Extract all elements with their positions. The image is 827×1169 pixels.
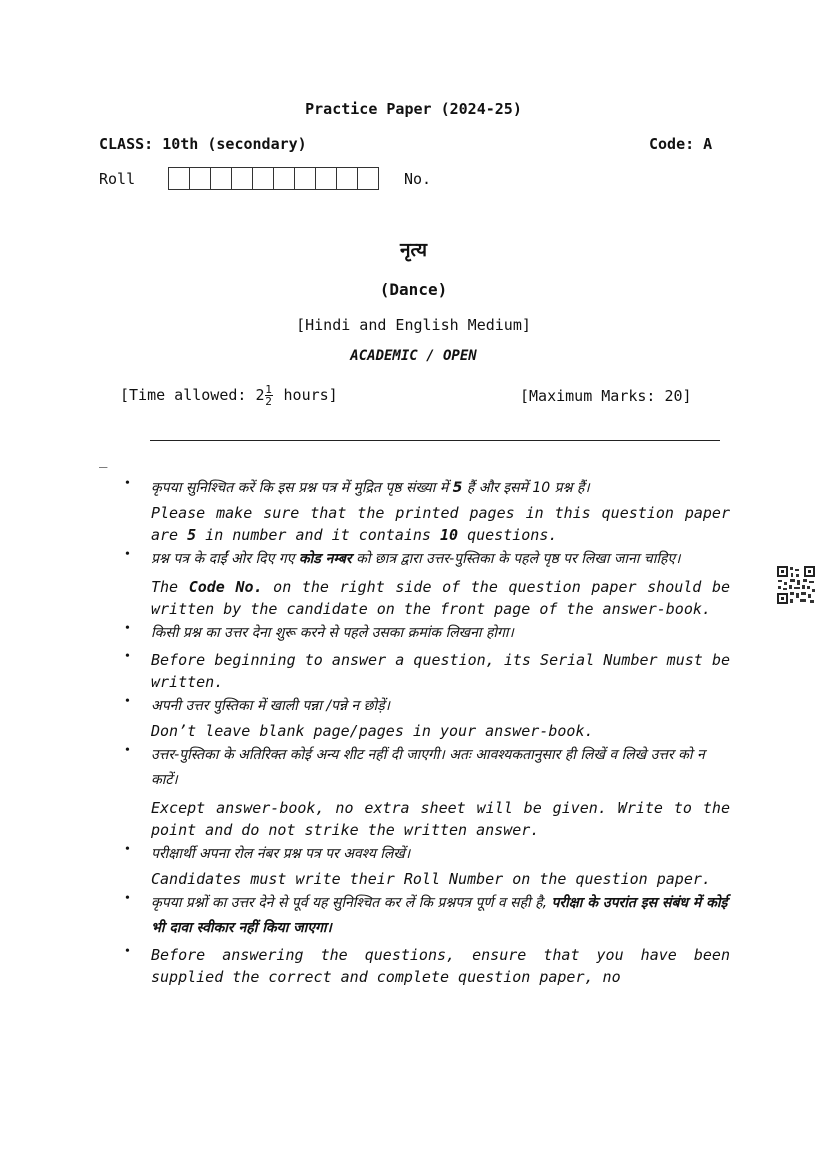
roll-digit-box[interactable] — [337, 168, 358, 189]
bullet: • — [125, 944, 130, 959]
instruction-hindi: परीक्षार्थी अपना रोल नंबर प्रश्न पत्र पर अवश्य लिखें। — [151, 846, 411, 862]
roll-label: Roll — [99, 170, 136, 188]
instruction-emphasis: कोड नम्बर — [298, 551, 352, 567]
instruction-text: कृपया सुनिश्चित करें कि इस प्रश्न पत्र में मुद्रित पृष्ठ संख्या में — [151, 480, 453, 496]
instruction-english: Before beginning to answer a question, its Serial Number must be written. — [151, 651, 730, 691]
instructions-list — [125, 476, 730, 989]
roll-digit-box[interactable] — [190, 168, 211, 189]
instruction-emphasis: परीक्षा के उपरांत इस संबंध में कोई भी दावा स्वीकार नहीं किया जाएगा। — [151, 895, 728, 936]
instruction-text: प्रश्न पत्र के दाईं ओर दिए गए — [151, 551, 299, 567]
class-label: CLASS: 10th (secondary) — [99, 135, 307, 153]
category-label: ACADEMIC / OPEN — [350, 348, 477, 364]
time-suffix: hours] — [274, 385, 338, 404]
bullet: • — [125, 476, 130, 491]
instruction-hindi: किसी प्रश्न का उत्तर देना शुरू करने से पहले उसका क्रमांक लिखना होगा। — [151, 625, 514, 641]
instruction-item — [125, 891, 730, 941]
instruction-hindi — [151, 547, 730, 572]
roll-digit-box[interactable] — [358, 168, 378, 189]
roll-digit-box[interactable] — [232, 168, 253, 189]
roll-number-boxes[interactable] — [168, 167, 379, 190]
instruction-text: कृपया प्रश्नों का उत्तर देने से पूर्व यह सुनिश्चित कर लें कि प्रश्नपत्र पूर्ण व सही है, — [151, 895, 552, 911]
bullet: • — [125, 649, 130, 664]
roll-digit-box[interactable] — [295, 168, 316, 189]
bullet: • — [125, 743, 130, 758]
instruction-item — [125, 547, 730, 620]
instruction-item — [125, 842, 730, 890]
instruction-text: Please make sure that the printed pages in this question paper are — [151, 504, 730, 544]
instruction-item — [125, 476, 730, 546]
instruction-emphasis: Code No. — [188, 578, 263, 596]
instruction-item — [125, 743, 730, 841]
instruction-item — [125, 649, 730, 693]
subject-title-hindi: नृत्य — [399, 239, 428, 261]
instruction-english — [151, 502, 730, 546]
time-allowed — [120, 383, 338, 406]
roll-digit-box[interactable] — [274, 168, 295, 189]
bullet: • — [125, 621, 130, 636]
instruction-english: Don’t leave blank page/pages in your answer-book. — [151, 722, 594, 740]
bullet: • — [125, 842, 130, 857]
instruction-hindi: अपनी उत्तर पुस्तिका में खाली पन्ना /पन्ने न छोड़ें। — [151, 698, 390, 714]
instruction-english — [151, 576, 730, 620]
instruction-text: in number and it contains — [196, 526, 440, 544]
instruction-item — [125, 694, 730, 742]
qr-code-icon — [776, 565, 816, 605]
fraction-numerator: 1 — [265, 383, 272, 396]
subject-title-english: (Dance) — [379, 280, 448, 299]
code-label: Code: A — [649, 135, 713, 153]
bullet: • — [125, 891, 130, 906]
separator-dash: _ — [99, 452, 108, 468]
instruction-english: Candidates must write their Roll Number on the question paper. — [151, 870, 711, 888]
fraction-denominator: 2 — [265, 395, 272, 408]
instruction-text: हैं और इसमें 10 प्रश्न हैं। — [462, 480, 590, 496]
roll-digit-box[interactable] — [211, 168, 232, 189]
time-prefix: [Time allowed: 2 — [120, 385, 265, 404]
instruction-text: The — [151, 578, 189, 596]
instruction-emphasis: 5 — [452, 480, 463, 496]
instruction-text: को छात्र द्वारा उत्तर-पुस्तिका के पहले पृष्ठ पर लिखा जाना चाहिए। — [351, 551, 681, 567]
no-label: No. — [404, 170, 432, 188]
roll-digit-box[interactable] — [253, 168, 274, 189]
instruction-emphasis: 5 — [187, 526, 197, 544]
instruction-hindi — [151, 476, 730, 501]
instruction-text: on the right side of the question paper should be written by the candidate on the front page of the answer-book. — [151, 578, 730, 618]
separator-line — [150, 440, 720, 441]
instruction-emphasis: 10 — [440, 526, 459, 544]
instruction-hindi: उत्तर-पुस्तिका के अतिरिक्त कोई अन्य शीट नहीं दी जाएगी। अतः आवश्यकतानुसार ही लिखें व लिखे उत्तर को न काटें। — [151, 747, 705, 788]
instruction-hindi — [151, 891, 730, 941]
time-fraction — [265, 384, 273, 407]
roll-digit-box[interactable] — [169, 168, 190, 189]
paper-title: Practice Paper (2024-25) — [305, 100, 522, 118]
instruction-english: Except answer-book, no extra sheet will be given. Write to the point and do not strike the written answer. — [151, 799, 730, 839]
instruction-item — [125, 944, 730, 988]
bullet: • — [125, 547, 130, 562]
maximum-marks: [Maximum Marks: 20] — [520, 387, 692, 405]
instruction-english: Before answering the questions, ensure that you have been supplied the correct and complete question paper, no — [151, 946, 730, 986]
instruction-item — [125, 621, 730, 646]
roll-digit-box[interactable] — [316, 168, 337, 189]
instruction-text: questions. — [458, 526, 558, 544]
medium-label: [Hindi and English Medium] — [296, 316, 531, 334]
bullet: • — [125, 694, 130, 709]
